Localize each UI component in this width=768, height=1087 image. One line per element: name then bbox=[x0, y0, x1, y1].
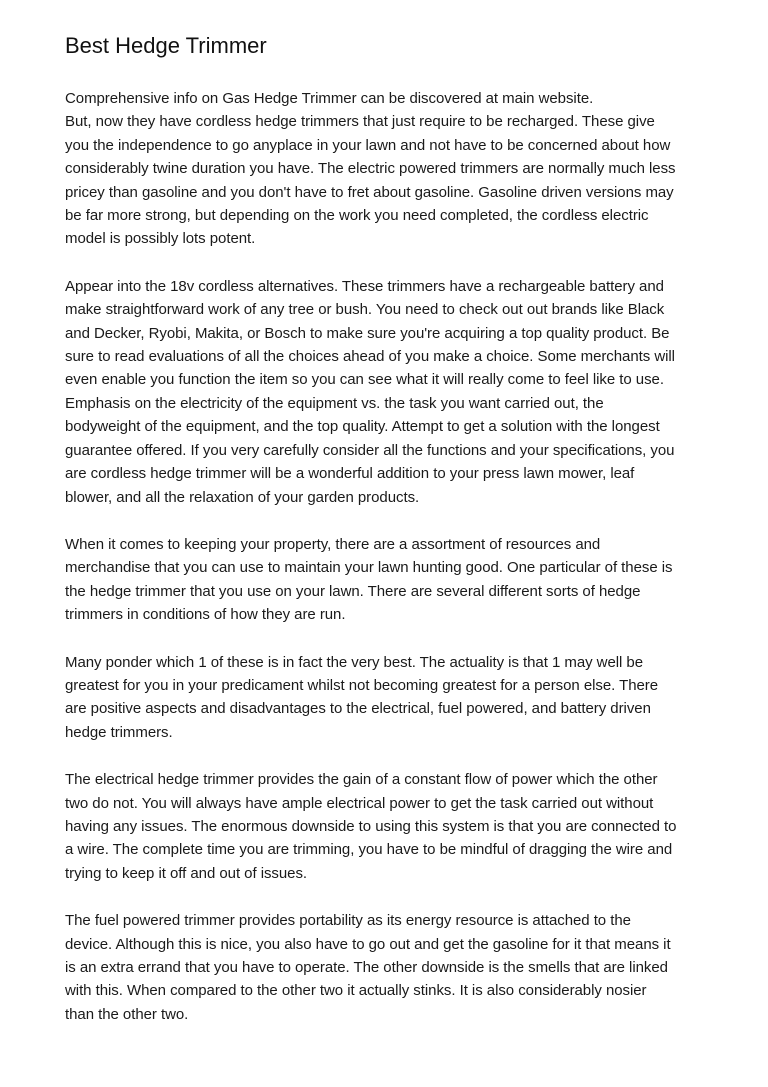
paragraph-line: is an extra errand that you have to operate. The other downside is the smells that are linked bbox=[65, 959, 668, 976]
paragraph-line: than the other two. bbox=[65, 1005, 189, 1023]
paragraph-line: Many ponder which 1 of these is in fact the very best. The actuality is that 1 may well be bbox=[65, 653, 644, 671]
paragraph-line: a wire. The complete time you are trimming, you have to be mindful of dragging the wire and bbox=[65, 841, 673, 859]
document-page bbox=[65, 32, 705, 1050]
paragraph-2 bbox=[65, 275, 705, 509]
paragraph-line: two do not. You will always have ample electrical power to get the task carried out without bbox=[65, 794, 654, 812]
paragraph-line: device. Although this is nice, you also have to go out and get the gasoline for it that means it bbox=[65, 935, 671, 953]
paragraph-line: pricey than gasoline and you don't have to fret about gasoline. Gasoline driven versions may bbox=[65, 183, 674, 201]
paragraph-line: you the independence to go anyplace in your lawn and not have to be concerned about how bbox=[65, 136, 671, 154]
document-title: Best Hedge Trimmer bbox=[65, 33, 267, 58]
paragraph-4 bbox=[65, 651, 705, 745]
paragraph-line: blower, and all the relaxation of your garden products. bbox=[65, 488, 420, 506]
paragraph-1 bbox=[65, 87, 705, 251]
paragraph-6 bbox=[65, 909, 705, 1026]
paragraph-line: The electrical hedge trimmer provides the gain of a constant flow of power which the other bbox=[65, 771, 658, 789]
paragraph-line: merchandise that you can use to maintain your lawn hunting good. One particular of these is bbox=[65, 559, 673, 577]
paragraph-line: hedge trimmers. bbox=[65, 723, 173, 741]
paragraph-line: the hedge trimmer that you use on your lawn. There are several different sorts of hedge bbox=[65, 582, 641, 600]
paragraph-line: Appear into the 18v cordless alternatives. These trimmers have a rechargeable battery and bbox=[65, 277, 664, 295]
paragraph-line: greatest for you in your predicament whilst not becoming greatest for a person else. There bbox=[65, 676, 659, 694]
paragraph-line: are positive aspects and disadvantages to the electrical, fuel powered, and battery driven bbox=[65, 700, 651, 718]
paragraph-line: Emphasis on the electricity of the equipment vs. the task you want carried out, the bbox=[65, 394, 604, 412]
paragraph-line: and Decker, Ryobi, Makita, or Bosch to make sure you're acquiring a top quality product. Be bbox=[65, 324, 670, 342]
paragraph-5 bbox=[65, 768, 705, 885]
paragraph-line: are cordless hedge trimmer will be a wonderful addition to your press lawn mower, leaf bbox=[65, 465, 635, 483]
paragraph-line: with this. When compared to the other two it actually stinks. It is also considerably nosier bbox=[65, 982, 647, 1000]
paragraph-line: Comprehensive info on Gas Hedge Trimmer can be discovered at main website. bbox=[65, 90, 594, 107]
paragraph-line: guarantee offered. If you very carefully consider all the functions and your specifications, you bbox=[65, 441, 675, 459]
paragraph-line: make straightforward work of any tree or bush. You need to check out out brands like Black bbox=[65, 301, 665, 319]
paragraph-line: model is possibly lots potent. bbox=[65, 230, 256, 248]
paragraph-line: trying to keep it off and out of issues. bbox=[65, 864, 308, 882]
paragraph-line: The fuel powered trimmer provides portability as its energy resource is attached to the bbox=[65, 912, 631, 930]
paragraph-line: bodyweight of the equipment, and the top quality. Attempt to get a solution with the longest bbox=[65, 418, 660, 436]
paragraph-line: When it comes to keeping your property, there are a assortment of resources and bbox=[65, 535, 601, 553]
paragraph-line: sure to read evaluations of all the choices ahead of you make a choice. Some merchants will bbox=[65, 348, 675, 366]
paragraph-3 bbox=[65, 533, 705, 627]
paragraph-line: having any issues. The enormous downside to using this system is that you are connected to bbox=[65, 817, 677, 835]
paragraph-line: considerably twine duration you have. The electric powered trimmers are normally much less bbox=[65, 160, 676, 178]
paragraph-line: even enable you function the item so you can see what it will really come to feel like to use. bbox=[65, 371, 664, 389]
paragraph-line: trimmers in conditions of how they are run. bbox=[65, 606, 346, 624]
paragraph-line: But, now they have cordless hedge trimmers that just require to be recharged. These give bbox=[65, 113, 655, 131]
paragraph-line: be far more strong, but depending on the work you need completed, the cordless electric bbox=[65, 207, 649, 225]
